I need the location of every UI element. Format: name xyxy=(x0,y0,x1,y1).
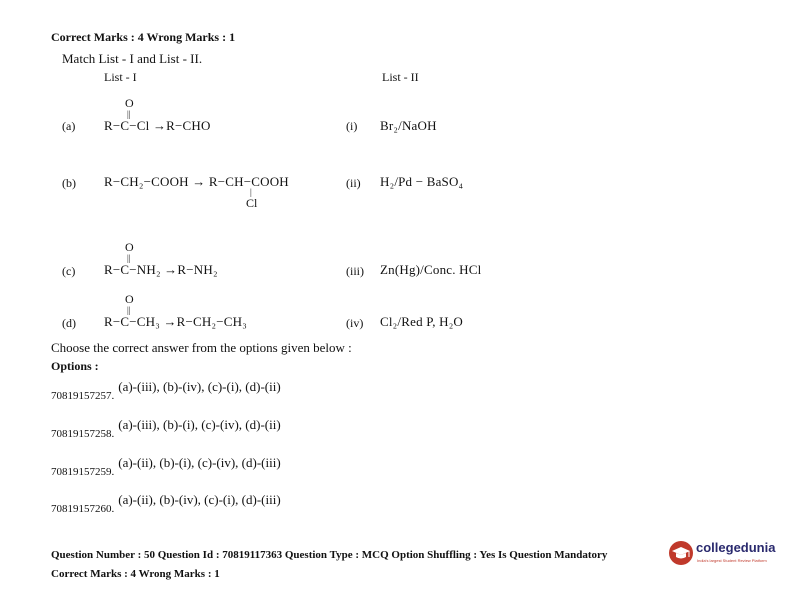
row-c-list2-number: (iii) xyxy=(346,264,364,278)
option-2[interactable] xyxy=(51,416,281,440)
option-1[interactable] xyxy=(51,378,281,402)
option-4[interactable] xyxy=(51,491,281,515)
row-d-reaction: R−C−CH₃ →R−CH₂−CH₃ xyxy=(104,314,247,329)
row-b-reagent: H₂/Pd − BaSO₄ xyxy=(380,174,464,189)
row-c-reaction: R−C−NH₂ →R−NH₂ xyxy=(104,262,218,277)
row-a-oxygen: O xyxy=(125,96,134,110)
row-b-single-bond: | xyxy=(250,187,252,197)
row-b-chlorine: Cl xyxy=(246,196,258,210)
list2-heading: List - II xyxy=(382,70,419,84)
option-4-id: 70819157260. xyxy=(51,503,115,515)
logo-tagline: India's largest Student Review Platform xyxy=(697,558,767,563)
row-a-list2-number: (i) xyxy=(346,119,358,133)
row-c-oxygen: O xyxy=(125,240,134,254)
row-d-label: (d) xyxy=(62,316,76,330)
row-c-double-bond: || xyxy=(127,253,131,263)
row-a-label: (a) xyxy=(62,119,76,133)
option-1-text: (a)-(iii), (b)-(iv), (c)-(i), (d)-(ii) xyxy=(118,379,281,394)
option-3-id: 70819157259. xyxy=(51,466,115,478)
instruction: Match List - I and List - II. xyxy=(62,51,203,66)
row-d-oxygen: O xyxy=(125,292,134,306)
footer-question-info: Question Number : 50 Question Id : 70819117363 Question Type : MCQ Option Shuffling : Yes Is Question Mandatory xyxy=(51,549,608,561)
row-a-double-bond: || xyxy=(127,109,131,119)
header-marks: Correct Marks : 4 Wrong Marks : 1 xyxy=(51,30,236,44)
logo-name: collegedunia xyxy=(696,540,776,555)
answer-prompt: Choose the correct answer from the options given below : xyxy=(51,340,352,355)
row-b-label: (b) xyxy=(62,176,76,190)
row-a-reaction: R−C−Cl →R−CHO xyxy=(104,118,211,133)
graduation-cap-icon xyxy=(668,540,694,566)
row-b-list2-number: (ii) xyxy=(346,176,361,190)
row-d-double-bond: || xyxy=(127,305,131,315)
row-c-label: (c) xyxy=(62,264,76,278)
option-3-text: (a)-(ii), (b)-(i), (c)-(iv), (d)-(iii) xyxy=(118,455,281,470)
row-d-list2-number: (iv) xyxy=(346,316,364,330)
option-2-text: (a)-(iii), (b)-(i), (c)-(iv), (d)-(ii) xyxy=(118,417,281,432)
row-c-reagent: Zn(Hg)/Conc. HCl xyxy=(380,262,482,277)
option-1-id: 70819157257. xyxy=(51,390,115,402)
row-d-reagent: Cl₂/Red P, H₂O xyxy=(380,314,464,329)
option-4-text: (a)-(ii), (b)-(iv), (c)-(i), (d)-(iii) xyxy=(118,492,281,507)
option-3[interactable] xyxy=(51,454,281,478)
row-a-reagent: Br₂/NaOH xyxy=(380,118,437,133)
footer-marks: Correct Marks : 4 Wrong Marks : 1 xyxy=(51,568,220,580)
options-label: Options : xyxy=(51,359,99,373)
collegedunia-logo[interactable] xyxy=(668,538,786,574)
option-2-id: 70819157258. xyxy=(51,428,115,440)
list1-heading: List - I xyxy=(104,70,137,84)
row-b-reaction: R−CH₂−COOH → R−CH−COOH xyxy=(104,174,289,189)
